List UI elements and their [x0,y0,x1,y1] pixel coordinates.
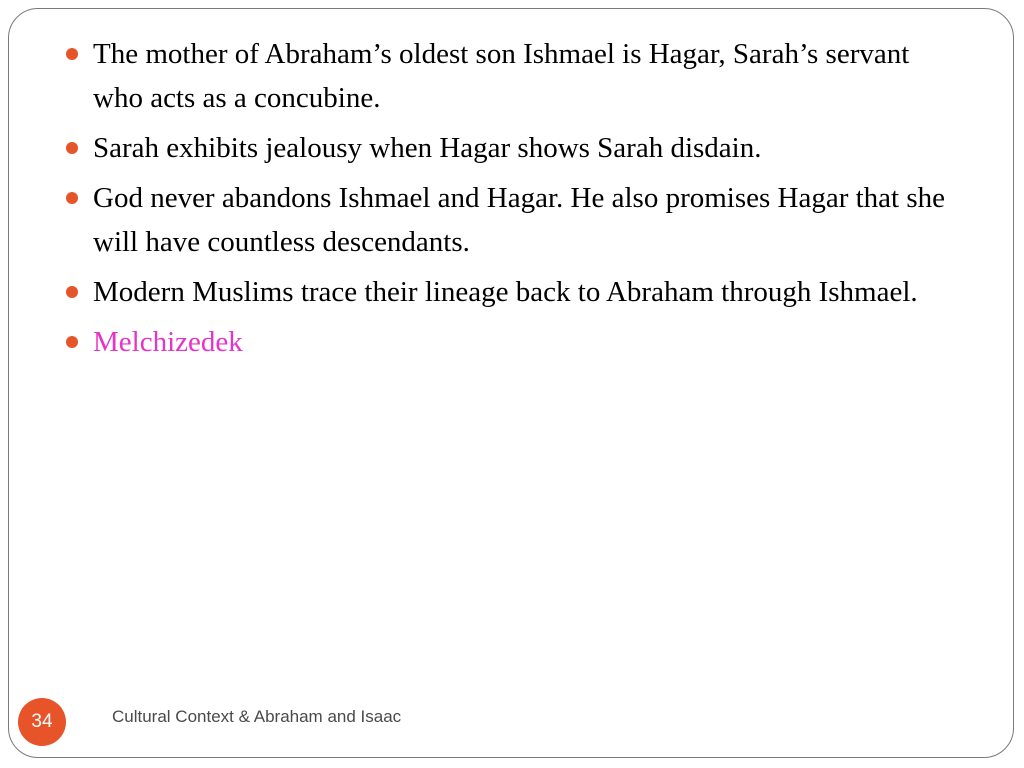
bullet-dot-icon [66,142,78,154]
bullet-text: Modern Muslims trace their lineage back to Abraham through Ishmael. [93,276,918,308]
footer-text: Cultural Context & Abraham and Isaac [112,707,402,726]
bullet-item-melchizedek[interactable] [62,320,962,364]
bullet-item [62,270,962,314]
slide-number-badge: 34 [18,698,66,746]
bullet-dot-icon [66,192,78,204]
bullet-dot-icon [66,48,78,60]
bullet-text: God never abandons Ishmael and Hagar. He also promises Hagar that she will have countless descendants. [93,182,946,258]
bullet-list [62,32,962,370]
bullet-dot-icon [66,286,78,298]
bullet-dot-icon [66,336,78,348]
bullet-item [62,32,962,120]
bullet-text: Sarah exhibits jealousy when Hagar shows Sarah disdain. [93,132,762,164]
bullet-item [62,176,962,264]
bullet-text: The mother of Abraham’s oldest son Ishmael is Hagar, Sarah’s servant who acts as a concubine. [93,38,910,114]
bullet-item [62,126,962,170]
melchizedek-link[interactable]: Melchizedek [93,326,243,358]
